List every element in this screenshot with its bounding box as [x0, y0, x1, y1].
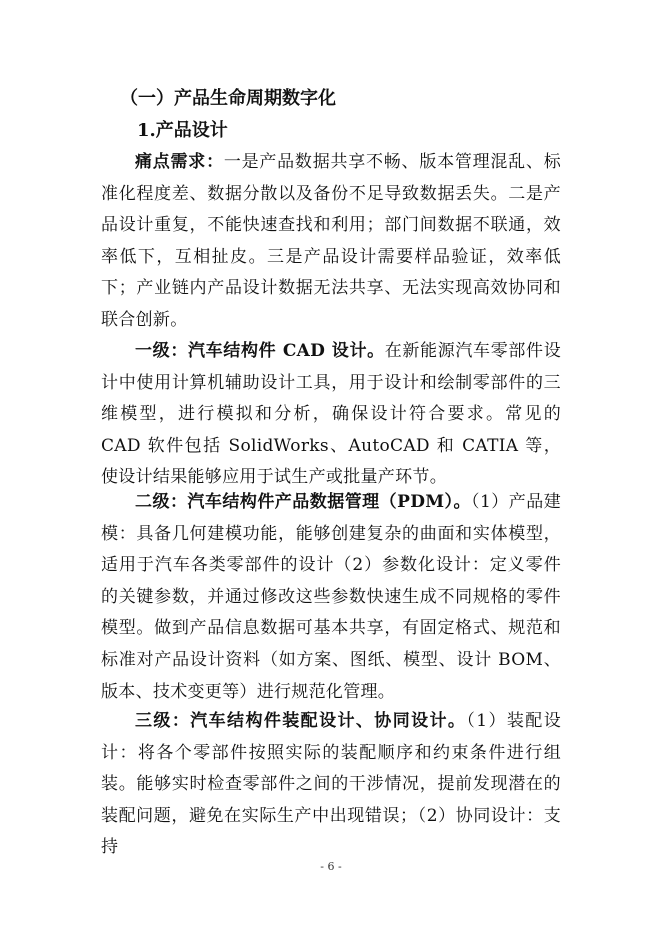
paragraph-body: 在新能源汽车零部件设计中使用计算机辅助设计工具，用于设计和绘制零部件的三维模型，进行模拟和分析，确保设计符合要求。常见的 CAD 软件包括 SolidWorks、AutoCAD 和 CATIA 等，使设计结果能够应用于试生产或批量产环节。 [101, 341, 561, 488]
paragraph-lead: 二级：汽车结构件产品数据管理（PDM）。 [135, 492, 471, 512]
paragraph-lead: 痛点需求： [135, 152, 224, 172]
paragraph-pain-points [101, 147, 561, 337]
paragraph-lead: 一级：汽车结构件 CAD 设计。 [135, 341, 385, 361]
section-heading: （一）产品生命周期数字化 [120, 88, 336, 109]
paragraph-body: （1）产品建模：具备几何建模功能，能够创建复杂的曲面和实体模型，适用于汽车各类零部件的设计（2）参数化设计：定义零件的关键参数，并通过修改这些参数快速生成不同规格的零件模型。做到产品信息数据可基本共享，有固定格式、规范和标准对产品设计资料（如方案、图纸、模型、设计 BOM、版本、技术变更等）进行规范化管理。 [101, 492, 561, 702]
subheading: 1.产品设计 [137, 120, 228, 141]
paragraph-level-two [101, 487, 561, 708]
paragraph-lead: 三级：汽车结构件装配设计、协同设计。 [135, 711, 467, 731]
paragraph-body: （1）装配设计：将各个零部件按照实际的装配顺序和约束条件进行组装。能够实时检查零部件之间的干涉情况，提前发现潜在的装配问题，避免在实际生产中出现错误；（2）协同设计：支持 [101, 711, 561, 858]
paragraph-level-three [101, 706, 561, 864]
page-number: - 6 - [320, 860, 342, 873]
paragraph-level-one [101, 336, 561, 494]
paragraph-body: 一是产品数据共享不畅、版本管理混乱、标准化程度差、数据分散以及备份不足导致数据丢失。二是产品设计重复，不能快速查找和利用；部门间数据不联通，效率低下，互相扯皮。三是产品设计需要样品验证，效率低下；产业链内产品设计数据无法共享、无法实现高效协同和联合创新。 [101, 152, 562, 330]
